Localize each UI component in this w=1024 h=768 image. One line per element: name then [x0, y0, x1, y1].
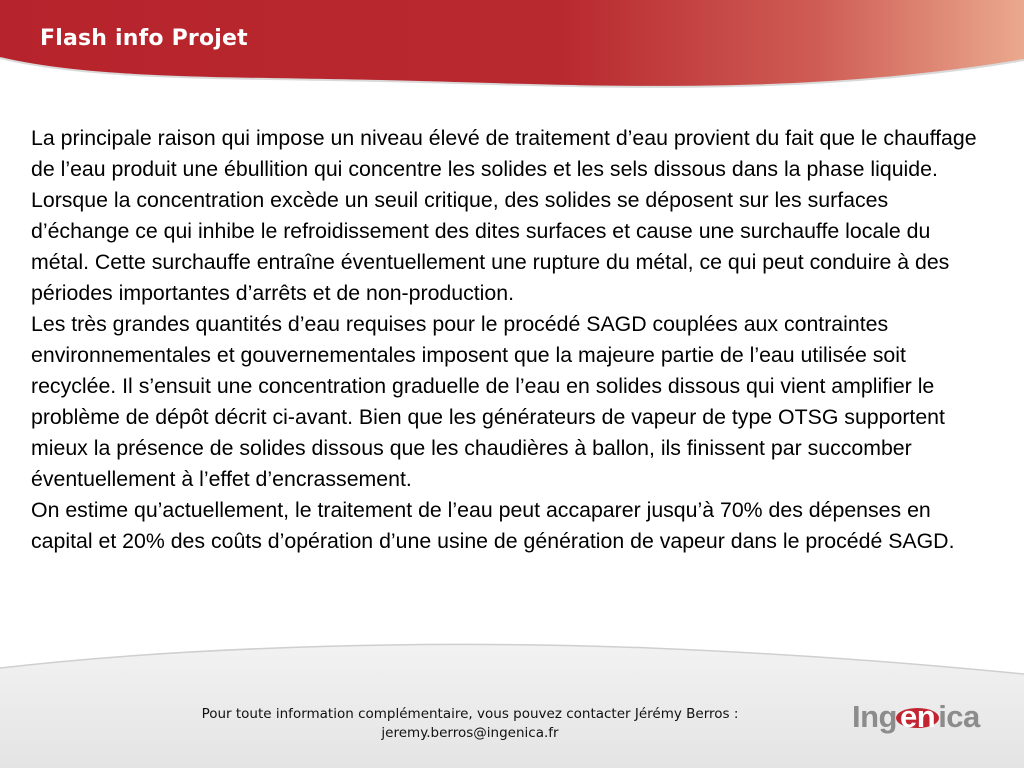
- footer-contact: [120, 705, 820, 743]
- paragraph-2: Les très grandes quantités d’eau requises pour le procédé SAGD couplées aux contraintes environnementales et gouvernementales imposent que la majeure partie de l’eau utilisée soit recyclée. Il s’ensuit une concentration graduelle de l’eau en solides dissous qui vient amplifier le problème de dépôt décrit ci-avant. Bien que les générateurs de vapeur de type OTSG supportent mieux la présence de solides dissous que les chaudières à ballon, ils finissent par succomber éventuellement à l’effet d’encrassement.: [31, 312, 945, 491]
- footer-contact-email[interactable]: jeremy.berros@ingenica.fr: [381, 725, 559, 741]
- footer-contact-line-1: Pour toute information complémentaire, vous pouvez contacter Jérémy Berros :: [201, 706, 739, 722]
- paragraph-1: La principale raison qui impose un niveau élevé de traitement d’eau provient du fait que le chauffage de l’eau produit une ébullition qui concentre les solides et les sels dissous dans la phase liquide. Lorsque la concentration excède un seuil critique, des solides se déposent sur les surfaces d’échange ce qui inhibe le refroidissement des dites surfaces et cause une surchauffe locale du métal. Cette surchauffe entraîne éventuellement une rupture du métal, ce qui peut conduire à des périodes importantes d’arrêts et de non-production.: [31, 126, 977, 305]
- body-text: [31, 123, 991, 557]
- paragraph-3: On estime qu’actuellement, le traitement de l’eau peut accaparer jusqu’à 70% des dépenses en capital et 20% des coûts d’opération d’une usine de génération de vapeur dans le procédé SAGD.: [31, 498, 955, 553]
- logo-text-start: Ing: [852, 699, 897, 734]
- logo-text-end: ica: [938, 699, 980, 734]
- slide-title: Flash info Projet: [40, 26, 248, 51]
- ingenica-logo: [852, 697, 1002, 737]
- logo-text-mid: en: [900, 699, 936, 734]
